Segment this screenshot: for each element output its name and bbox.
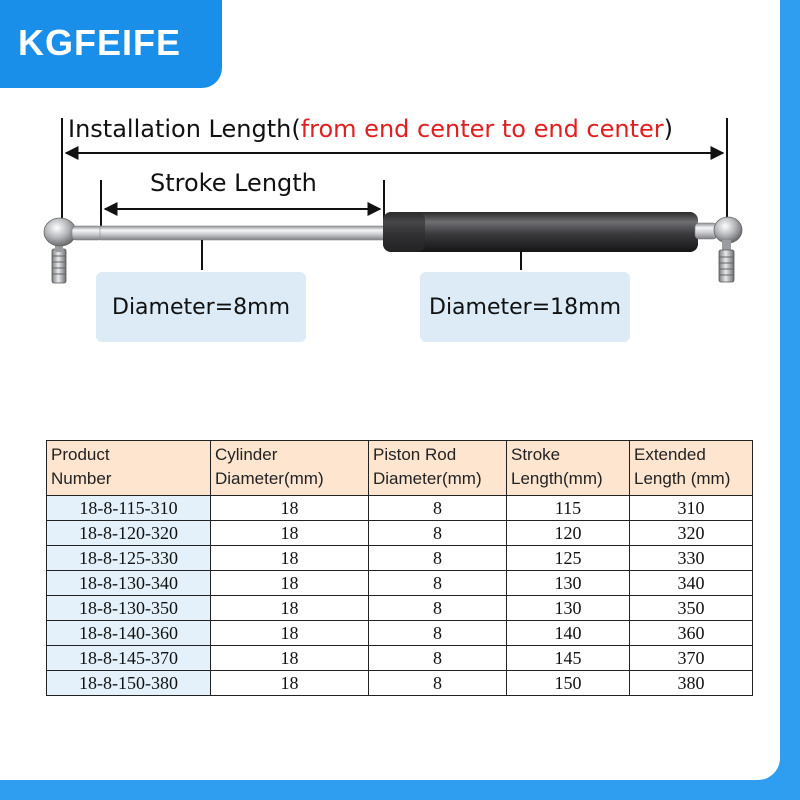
extended-length-cell: 320 bbox=[630, 521, 753, 546]
stroke-length-cell: 125 bbox=[507, 546, 630, 571]
product-number-cell: 18-8-145-370 bbox=[47, 646, 211, 671]
cylinder-diameter-cell: 18 bbox=[211, 596, 369, 621]
product-number-cell: 18-8-130-340 bbox=[47, 571, 211, 596]
cylinder-diameter-label: Diameter=18mm bbox=[420, 272, 630, 342]
rod-diameter-cell: 8 bbox=[369, 646, 507, 671]
header-extended-length: Extended Length (mm) bbox=[630, 441, 753, 496]
installation-length-label bbox=[68, 115, 673, 143]
installation-length-note: from end center to end center bbox=[300, 115, 664, 143]
product-number-cell: 18-8-140-360 bbox=[47, 621, 211, 646]
rod-diameter-cell: 8 bbox=[369, 596, 507, 621]
header-product-number: Product Number bbox=[47, 441, 211, 496]
rod-diameter-cell: 8 bbox=[369, 671, 507, 696]
extended-length-cell: 330 bbox=[630, 546, 753, 571]
product-number-cell: 18-8-115-310 bbox=[47, 496, 211, 521]
extended-length-cell: 380 bbox=[630, 671, 753, 696]
cylinder-diameter-cell: 18 bbox=[211, 496, 369, 521]
stroke-length-label: Stroke Length bbox=[150, 169, 317, 197]
stroke-length-cell: 130 bbox=[507, 596, 630, 621]
right-bolt bbox=[719, 250, 734, 282]
right-ball-joint bbox=[714, 217, 742, 243]
installation-length-suffix: ) bbox=[663, 115, 674, 143]
cylinder-diameter-cell: 18 bbox=[211, 546, 369, 571]
header-cylinder-diameter: Cylinder Diameter(mm) bbox=[211, 441, 369, 496]
stroke-length-cell: 140 bbox=[507, 621, 630, 646]
extended-length-cell: 340 bbox=[630, 571, 753, 596]
stroke-length-cell: 120 bbox=[507, 521, 630, 546]
table-row bbox=[47, 571, 753, 596]
extended-length-cell: 310 bbox=[630, 496, 753, 521]
rod-diameter-label: Diameter=8mm bbox=[96, 272, 306, 342]
table-row bbox=[47, 596, 753, 621]
table-row bbox=[47, 546, 753, 571]
cylinder-diameter-cell: 18 bbox=[211, 571, 369, 596]
rod-diameter-cell: 8 bbox=[369, 621, 507, 646]
table-row bbox=[47, 671, 753, 696]
cylinder-diameter-cell: 18 bbox=[211, 671, 369, 696]
product-number-cell: 18-8-150-380 bbox=[47, 671, 211, 696]
rod-diameter-cell: 8 bbox=[369, 521, 507, 546]
left-end-fitting bbox=[72, 226, 102, 240]
header-stroke-length: Stroke Length(mm) bbox=[507, 441, 630, 496]
stroke-length-cell: 150 bbox=[507, 671, 630, 696]
piston-rod bbox=[100, 226, 390, 240]
cylinder-diameter-cell: 18 bbox=[211, 521, 369, 546]
extended-length-cell: 360 bbox=[630, 621, 753, 646]
stroke-length-cell: 130 bbox=[507, 571, 630, 596]
left-bolt bbox=[52, 249, 66, 283]
stroke-length-cell: 145 bbox=[507, 646, 630, 671]
table-row bbox=[47, 496, 753, 521]
table-header-row bbox=[47, 441, 753, 496]
header-piston-rod-diameter: Piston Rod Diameter(mm) bbox=[369, 441, 507, 496]
cylinder-diameter-cell: 18 bbox=[211, 646, 369, 671]
installation-length-prefix: Installation Length( bbox=[68, 115, 301, 143]
brand-name: KGFEIFE bbox=[18, 22, 182, 63]
cylinder-body bbox=[383, 212, 698, 252]
product-number-cell: 18-8-130-350 bbox=[47, 596, 211, 621]
left-ball-joint bbox=[44, 218, 76, 246]
product-number-cell: 18-8-120-320 bbox=[47, 521, 211, 546]
table-row bbox=[47, 621, 753, 646]
specification-table bbox=[46, 440, 753, 696]
table-row bbox=[47, 521, 753, 546]
product-number-cell: 18-8-125-330 bbox=[47, 546, 211, 571]
table-row bbox=[47, 646, 753, 671]
extended-length-cell: 350 bbox=[630, 596, 753, 621]
rod-diameter-cell: 8 bbox=[369, 546, 507, 571]
rod-diameter-cell: 8 bbox=[369, 496, 507, 521]
stroke-length-cell: 115 bbox=[507, 496, 630, 521]
cylinder-diameter-cell: 18 bbox=[211, 621, 369, 646]
extended-length-cell: 370 bbox=[630, 646, 753, 671]
rod-diameter-cell: 8 bbox=[369, 571, 507, 596]
